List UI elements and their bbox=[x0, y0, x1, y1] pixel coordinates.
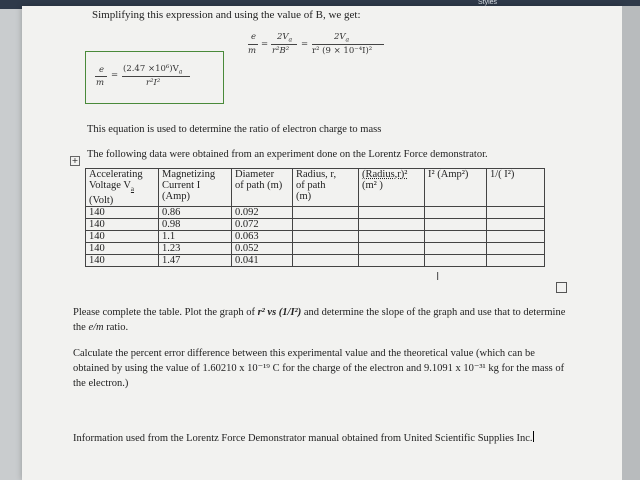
eq-lhs-num: e bbox=[251, 32, 257, 42]
table-row bbox=[86, 243, 545, 255]
data-table[interactable] bbox=[85, 168, 545, 267]
box-rhs-num: (2.47 ×10⁶)V bbox=[123, 64, 179, 74]
cell-current[interactable]: 1.1 bbox=[159, 231, 232, 243]
cell-radius-squared[interactable] bbox=[359, 219, 425, 231]
cell-inverse-current-squared[interactable] bbox=[487, 219, 545, 231]
cell-inverse-current-squared[interactable] bbox=[487, 207, 545, 219]
table-row bbox=[86, 255, 545, 267]
intro-text: Simplifying this expression and using the value of B, we get: bbox=[92, 9, 361, 21]
box-rhs-num-sub: a bbox=[178, 68, 183, 76]
cell-diameter[interactable]: 0.092 bbox=[232, 207, 293, 219]
eq-mid-num: 2V bbox=[277, 32, 289, 42]
cell-current[interactable]: 1.47 bbox=[159, 255, 232, 267]
cell-current[interactable]: 0.98 bbox=[159, 219, 232, 231]
header-diameter[interactable]: Diameter of path (m) bbox=[232, 169, 293, 207]
cell-radius-squared[interactable] bbox=[359, 207, 425, 219]
cell-current-squared[interactable] bbox=[425, 207, 487, 219]
document-page[interactable]: Simplifying this expression and using the value of B, we get: e m = $2V_a$ r²B² = $2V_a$ r² (9 × 10⁻⁴I)² e m = $(2.47 \times 10^6)V_a$ r²I² This equation is used to determine the ratio of electron charge to mass The following data were obtained from an experiment done on the Lorentz Force demonstrator. + Accelerating Voltage $V_a$ (Volt) Magnetizing Current I (Amp) Diameter of path (m) Radius, r, of path (m) (Radius,r)² (m² ) I² (Amp²) 1/( I²) 140 0.86 0.092 140 0.98 0.072 140 1.1 0.063 140 1.23 0.052 140 1.47 0.041 I Please complete the table. Plot the graph of r² vs (1/I²) and determine the slope of the graph and use that to determine the e/m ratio. Calculate the percent error difference between this experimental value and the theoretical value (which can be obtained by using the value of 1.60210 x 10⁻¹⁹ C for the charge of the electron and 9.1091 x 10⁻³¹ kg for the mass of the electron.) Information used from the Lorentz Force Demonstrator manual obtained from United Scientific Supplies Inc. bbox=[22, 6, 622, 480]
cell-inverse-current-squared[interactable] bbox=[487, 231, 545, 243]
table-header-row bbox=[86, 169, 545, 207]
paragraph-ratio: This equation is used to determine the ratio of electron charge to mass bbox=[87, 124, 382, 135]
eq-mid-den: r²B² bbox=[272, 46, 290, 56]
cell-radius[interactable] bbox=[293, 207, 359, 219]
cell-current[interactable]: 1.23 bbox=[159, 243, 232, 255]
cell-radius[interactable] bbox=[293, 231, 359, 243]
cell-diameter[interactable]: 0.063 bbox=[232, 231, 293, 243]
table-row bbox=[86, 231, 545, 243]
cell-voltage[interactable]: 140 bbox=[86, 255, 159, 267]
text-cursor-icon: I bbox=[436, 270, 440, 283]
eq-lhs-den: m bbox=[248, 46, 257, 56]
paragraph-source[interactable]: Information used from the Lorentz Force Demonstrator manual obtained from United Scientific Supplies Inc. bbox=[73, 433, 533, 444]
cell-diameter[interactable]: 0.072 bbox=[232, 219, 293, 231]
eq-mid-num-sub: a bbox=[288, 36, 293, 44]
cell-current-squared[interactable] bbox=[425, 243, 487, 255]
cell-radius[interactable] bbox=[293, 219, 359, 231]
window-edge bbox=[622, 6, 640, 480]
paragraph-instructions: Please complete the table. Plot the graph of r² vs (1/I²) and determine the slope of the graph and use that to determine the e/m ratio. bbox=[73, 307, 566, 333]
paragraph-data-intro: The following data were obtained from an experiment done on the Lorentz Force demonstrator. bbox=[87, 149, 488, 160]
header-inverse-current-squared[interactable]: 1/( I²) bbox=[487, 169, 545, 207]
cell-diameter[interactable]: 0.052 bbox=[232, 243, 293, 255]
paragraph-percent-error: Calculate the percent error difference between this experimental value and the theoretical value (which can be obtained by using the value of 1.60210 x 10⁻¹⁹ C for the charge of the electron and 9.1091 x 10⁻³¹ kg for the mass of the electron.) bbox=[73, 348, 565, 389]
table-resize-handle-icon[interactable] bbox=[556, 282, 567, 293]
cell-current-squared[interactable] bbox=[425, 231, 487, 243]
cell-current-squared[interactable] bbox=[425, 255, 487, 267]
text-caret bbox=[533, 431, 534, 442]
table-move-handle-icon[interactable]: + bbox=[71, 156, 79, 165]
cell-inverse-current-squared[interactable] bbox=[487, 255, 545, 267]
eq-rhs-den: r² (9 × 10⁻⁴I)² bbox=[312, 46, 373, 56]
equation-box: e m = $(2.47 \times 10^6)V_a$ r²I² bbox=[85, 51, 224, 104]
box-lhs-den: m bbox=[96, 78, 105, 88]
cell-radius-squared[interactable] bbox=[359, 255, 425, 267]
cell-voltage[interactable]: 140 bbox=[86, 243, 159, 255]
table-row bbox=[86, 219, 545, 231]
box-rhs-den: r²I² bbox=[146, 78, 161, 88]
cell-voltage[interactable]: 140 bbox=[86, 207, 159, 219]
cell-diameter[interactable]: 0.041 bbox=[232, 255, 293, 267]
cell-radius[interactable] bbox=[293, 243, 359, 255]
cell-voltage[interactable]: 140 bbox=[86, 231, 159, 243]
eq-rhs-num-sub: a bbox=[345, 36, 350, 44]
cell-inverse-current-squared[interactable] bbox=[487, 243, 545, 255]
box-lhs-num: e bbox=[99, 65, 105, 75]
cell-current-squared[interactable] bbox=[425, 219, 487, 231]
eq-rhs-num: 2V bbox=[334, 32, 346, 42]
cell-radius-squared[interactable] bbox=[359, 243, 425, 255]
cell-voltage[interactable]: 140 bbox=[86, 219, 159, 231]
header-current[interactable]: Magnetizing Current I (Amp) bbox=[159, 169, 232, 207]
cell-radius[interactable] bbox=[293, 255, 359, 267]
header-voltage[interactable]: Accelerating Voltage $V_a$ (Volt) bbox=[86, 169, 159, 207]
styles-label[interactable]: Styles bbox=[478, 0, 498, 6]
table-row bbox=[86, 207, 545, 219]
cell-current[interactable]: 0.86 bbox=[159, 207, 232, 219]
header-current-squared[interactable]: I² (Amp²) bbox=[425, 169, 487, 207]
cell-radius-squared[interactable] bbox=[359, 231, 425, 243]
header-radius[interactable]: Radius, r, of path (m) bbox=[293, 169, 359, 207]
header-radius-squared[interactable]: (Radius,r)² (m² ) bbox=[359, 169, 425, 207]
